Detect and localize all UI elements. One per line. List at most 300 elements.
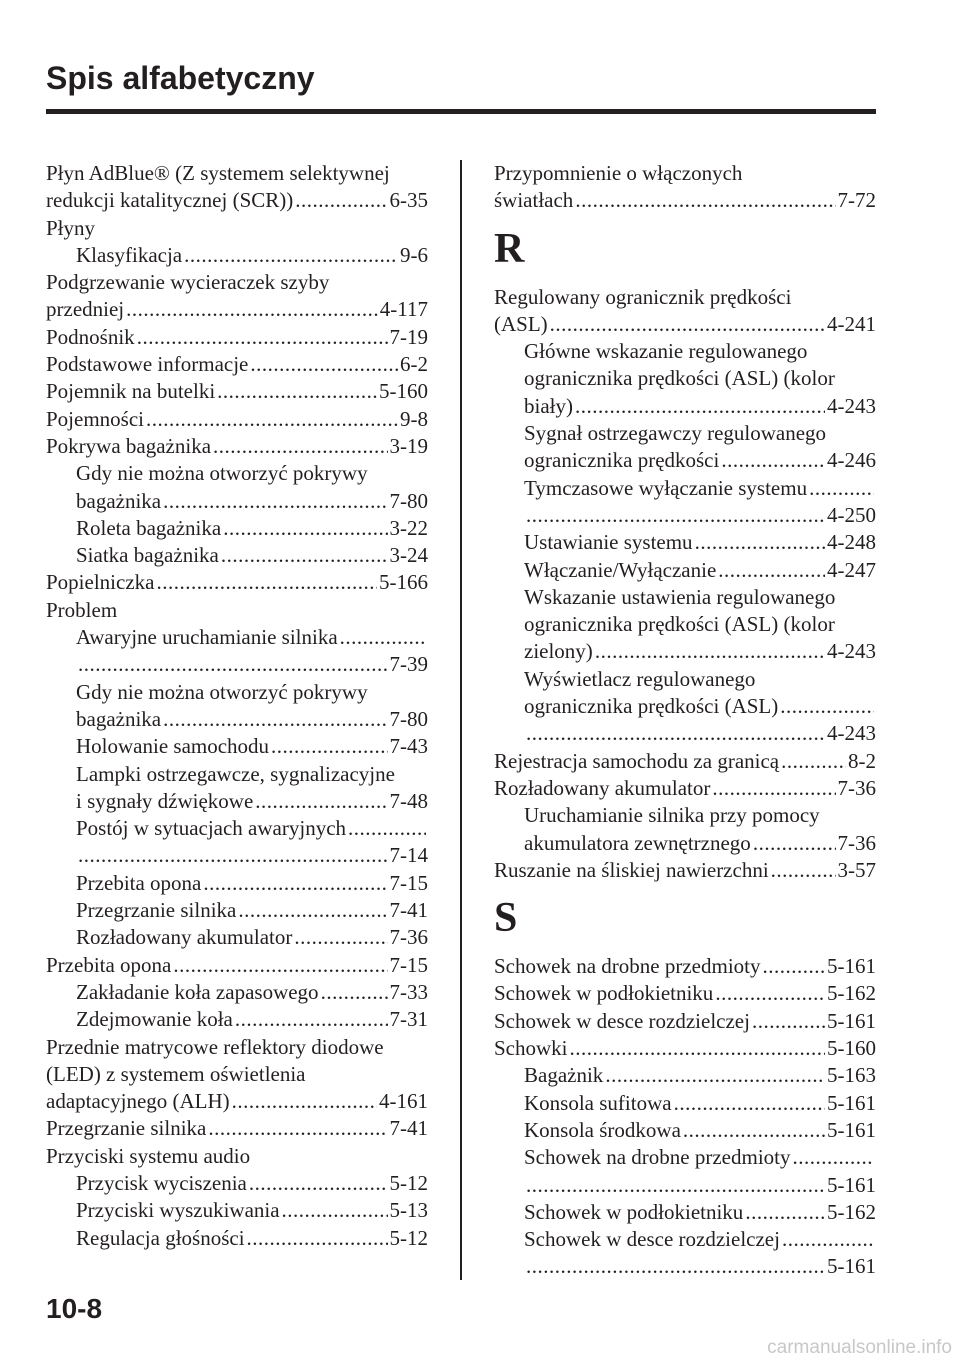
- index-subentry: [494, 1144, 876, 1199]
- index-entry: [494, 953, 876, 980]
- index-entry: [46, 378, 428, 405]
- page-reference-link[interactable]: 7-36: [389, 925, 428, 950]
- entry-line: [46, 597, 428, 624]
- index-subentry: [494, 802, 876, 857]
- index-entry: [494, 980, 876, 1007]
- index-subentry: [494, 666, 876, 748]
- page-reference-link[interactable]: 4-243: [827, 393, 876, 418]
- entry-text: Włączanie/Wyłączanie: [524, 557, 717, 582]
- entry-text: redukcji katalitycznej (SCR)): [46, 188, 294, 213]
- index-subentry: [46, 870, 428, 897]
- index-entry: [46, 433, 428, 460]
- index-subentry: [46, 542, 428, 569]
- entry-line: [524, 393, 876, 420]
- page-reference-link[interactable]: 7-36: [837, 775, 876, 800]
- page-reference-link[interactable]: 7-41: [389, 1116, 428, 1141]
- entry-line: [494, 160, 876, 187]
- index-subentry: [46, 924, 428, 951]
- entry-line: [524, 1226, 876, 1253]
- page-reference-link[interactable]: 5-161: [827, 1172, 876, 1197]
- entry-line: [46, 1061, 428, 1088]
- entry-line: [524, 1253, 876, 1280]
- entry-text: Klasyfikacja: [76, 242, 183, 267]
- entry-line: [46, 406, 428, 433]
- entry-text: Gdy nie można otworzyć pokrywy: [76, 461, 368, 486]
- entry-line: [46, 160, 428, 187]
- index-entry: [494, 160, 876, 215]
- page-reference-link[interactable]: 5-161: [827, 1254, 876, 1279]
- entry-line: [76, 515, 428, 542]
- entry-text: Rejestracja samochodu za granicą: [494, 748, 780, 773]
- dot-leader: [674, 1090, 825, 1117]
- dot-leader: [526, 502, 825, 529]
- entry-text: Schowek na drobne przedmioty: [524, 1145, 791, 1170]
- entry-text: Lampki ostrzegawcze, sygnalizacyjne: [76, 761, 395, 786]
- page-number: 10-8: [46, 1293, 103, 1324]
- dot-leader: [575, 393, 825, 420]
- page-reference-link[interactable]: 5-161: [827, 1117, 876, 1142]
- entry-text: Schowek na drobne przedmioty: [494, 954, 761, 979]
- entry-text: Siatka bagażnika: [76, 543, 219, 568]
- entry-text: Regulowany ogranicznik prędkości: [494, 284, 792, 309]
- entry-text: Ustawianie systemu: [524, 530, 693, 555]
- dot-leader: [156, 569, 377, 596]
- dot-leader: [781, 748, 846, 775]
- entry-line: [76, 842, 428, 869]
- index-subentry: [46, 460, 428, 515]
- page-reference-link[interactable]: 5-13: [389, 1198, 428, 1223]
- entry-line: [46, 1088, 428, 1115]
- index-entry: [46, 952, 428, 979]
- entry-text: Rozładowany akumulator: [76, 925, 293, 950]
- entry-text: Popielniczka: [46, 570, 155, 595]
- entry-line: [76, 788, 428, 815]
- index-subentry: [46, 733, 428, 760]
- index-subentry: [494, 338, 876, 420]
- page-reference-link[interactable]: 7-14: [389, 843, 428, 868]
- entry-text: Bagażnik: [524, 1063, 604, 1088]
- entry-text: Konsola środkowa: [524, 1117, 681, 1142]
- entry-line: [524, 420, 876, 447]
- entry-text: Schowek w desce rozdzielczej: [524, 1227, 780, 1252]
- entry-text: Pojemności: [46, 406, 144, 431]
- entry-text: Płyny: [46, 215, 96, 240]
- page-reference-link[interactable]: 5-162: [827, 1199, 876, 1224]
- page-reference-link[interactable]: 5-161: [827, 954, 876, 979]
- entry-text: Gdy nie można otworzyć pokrywy: [76, 679, 368, 704]
- entry-text: Przypomnienie o włączonych: [494, 161, 743, 185]
- dot-leader: [213, 433, 387, 460]
- page-reference-link[interactable]: 5-160: [827, 1036, 876, 1061]
- dot-leader: [526, 1253, 825, 1280]
- entry-text: Schowek w desce rozdzielczej: [494, 1008, 750, 1033]
- dot-leader: [782, 1226, 874, 1253]
- dot-leader: [126, 296, 378, 323]
- index-entry: [494, 1035, 876, 1062]
- dot-leader: [695, 529, 825, 556]
- page-reference-link[interactable]: 5-12: [389, 1170, 428, 1195]
- entry-text: Podnośnik: [46, 324, 135, 349]
- index-subentry: [494, 1090, 876, 1117]
- index-subentry: [494, 1062, 876, 1089]
- entry-text: Konsola sufitowa: [524, 1090, 672, 1115]
- entry-text: biały): [524, 393, 573, 418]
- index-column-left: [46, 160, 428, 1252]
- dot-leader: [605, 1062, 825, 1089]
- entry-line: [524, 1199, 876, 1226]
- page-reference-link[interactable]: 7-41: [389, 898, 428, 923]
- entry-line: [524, 365, 876, 392]
- index-subentry: [494, 584, 876, 666]
- page-reference-link[interactable]: 3-24: [389, 543, 428, 568]
- entry-line: [76, 761, 428, 788]
- entry-text: Pokrywa bagażnika: [46, 433, 212, 458]
- page-reference-link[interactable]: 7-31: [389, 1007, 428, 1032]
- column-divider: [460, 160, 462, 1280]
- index-subentry: [46, 515, 428, 542]
- dot-leader: [271, 733, 387, 760]
- dot-leader: [771, 857, 836, 884]
- entry-text: Awaryjne uruchamianie silnika: [76, 625, 338, 650]
- entry-line: [524, 802, 876, 829]
- entry-text: Pojemnik na butelki: [46, 379, 216, 404]
- entry-text: (ASL): [494, 311, 548, 336]
- entry-line: [524, 611, 876, 638]
- entry-line: [76, 897, 428, 924]
- entry-line: [76, 870, 428, 897]
- entry-line: [46, 433, 428, 460]
- page-reference-link[interactable]: 5-166: [379, 570, 428, 595]
- page-title: Spis alfabetyczny: [46, 60, 315, 96]
- dot-leader: [249, 1170, 388, 1197]
- entry-line: [524, 338, 876, 365]
- page-reference-link[interactable]: 5-12: [389, 1225, 428, 1250]
- index-subentry: [46, 624, 428, 679]
- index-entry: [46, 406, 428, 433]
- entry-line: [46, 569, 428, 596]
- page-reference-link[interactable]: 4-250: [827, 502, 876, 527]
- page-reference-link[interactable]: 7-48: [389, 788, 428, 813]
- entry-text: Problem: [46, 597, 118, 622]
- entry-line: [46, 269, 428, 296]
- index-subentry: [46, 815, 428, 870]
- dot-leader: [221, 542, 388, 569]
- dot-leader: [173, 952, 387, 979]
- entry-text: Rozładowany akumulator: [494, 775, 711, 800]
- page-reference-link[interactable]: 9-6: [400, 242, 428, 267]
- dot-leader: [235, 1006, 388, 1033]
- page-reference-link[interactable]: 7-80: [389, 706, 428, 731]
- entry-line: [494, 1035, 876, 1062]
- entry-line: [524, 529, 876, 556]
- dot-leader: [137, 324, 388, 351]
- dot-leader: [203, 870, 387, 897]
- page-reference-link[interactable]: 3-22: [389, 515, 428, 540]
- entry-line: [494, 980, 876, 1007]
- dot-leader: [238, 897, 387, 924]
- dot-leader: [321, 979, 388, 1006]
- entry-line: [524, 475, 876, 502]
- page-reference-link[interactable]: 9-8: [400, 406, 428, 431]
- dot-leader: [745, 1199, 825, 1226]
- index-entry: [46, 597, 428, 624]
- dot-leader: [217, 378, 377, 405]
- dot-leader: [809, 475, 874, 502]
- page-reference-link[interactable]: 5-160: [379, 379, 428, 404]
- dot-leader: [526, 1172, 825, 1199]
- entry-text: przedniej: [46, 297, 125, 322]
- entry-line: [524, 666, 876, 693]
- entry-text: Regulacja głośności: [76, 1225, 245, 1250]
- dot-leader: [526, 720, 825, 747]
- entry-line: [76, 679, 428, 706]
- entry-line: [46, 952, 428, 979]
- entry-line: [494, 1008, 876, 1035]
- page-reference-link[interactable]: 5-161: [827, 1008, 876, 1033]
- index-entry: [46, 569, 428, 596]
- index-column-right: [494, 160, 876, 1281]
- dot-leader: [348, 815, 426, 842]
- index-subentry: [494, 475, 876, 530]
- entry-line: [524, 638, 876, 665]
- page-reference-link[interactable]: 7-15: [389, 952, 428, 977]
- entry-line: [76, 706, 428, 733]
- entry-text: ogranicznika prędkości (ASL) (kolor: [524, 612, 835, 637]
- entry-line: [524, 1144, 876, 1171]
- entry-line: [76, 542, 428, 569]
- entry-text: Sygnał ostrzegawczy regulowanego: [524, 421, 827, 446]
- page-reference-link[interactable]: 5-162: [827, 981, 876, 1006]
- page-reference-link[interactable]: 5-163: [827, 1063, 876, 1088]
- entry-line: [76, 1170, 428, 1197]
- page-reference-link[interactable]: 7-15: [389, 870, 428, 895]
- entry-text: ogranicznika prędkości (ASL): [524, 694, 779, 719]
- entry-text: i sygnały dźwiękowe: [76, 788, 254, 813]
- index-entry: [46, 351, 428, 378]
- entry-text: Wyświetlacz regulowanego: [524, 666, 756, 691]
- index-entry: [46, 324, 428, 351]
- watermark: carmanualsonline.info: [767, 1337, 952, 1358]
- index-entry: [46, 215, 428, 242]
- entry-text: Zakładanie koła zapasowego: [76, 979, 319, 1004]
- dot-leader: [295, 187, 387, 214]
- entry-text: Tymczasowe wyłączanie systemu: [524, 475, 808, 500]
- index-entry: [494, 775, 876, 802]
- index-entry: [46, 1034, 428, 1116]
- dot-leader: [763, 953, 825, 980]
- page-reference-link[interactable]: 3-57: [837, 857, 876, 882]
- entry-text: Przyciski wyszukiwania: [76, 1198, 280, 1223]
- entry-text: światłach: [494, 188, 574, 213]
- page-reference-link[interactable]: 4-247: [827, 557, 876, 582]
- entry-text: Podgrzewanie wycieraczek szyby: [46, 270, 330, 295]
- dot-leader: [247, 1225, 388, 1252]
- index-subentry: [494, 1117, 876, 1144]
- entry-line: [494, 857, 876, 884]
- index-subentry: [46, 1006, 428, 1033]
- entry-text: Schowek w podłokietniku: [524, 1199, 744, 1224]
- dot-leader: [793, 1144, 874, 1171]
- entry-line: [46, 351, 428, 378]
- dot-leader: [550, 311, 825, 338]
- entry-text: Przyciski systemu audio: [46, 1143, 251, 1168]
- page-reference-link[interactable]: 7-43: [389, 734, 428, 759]
- entry-text: Roleta bagażnika: [76, 515, 222, 540]
- index-subentry: [46, 679, 428, 734]
- page-reference-link[interactable]: 6-2: [400, 352, 428, 377]
- index-entry: [46, 1143, 428, 1170]
- dot-leader: [163, 488, 387, 515]
- entry-line: [524, 1117, 876, 1144]
- page-reference-link[interactable]: 4-161: [379, 1089, 428, 1114]
- entry-line: [46, 1115, 428, 1142]
- index-entry: [46, 160, 428, 215]
- entry-line: [76, 733, 428, 760]
- dot-leader: [294, 924, 387, 951]
- page-reference-link[interactable]: 4-243: [827, 721, 876, 746]
- entry-text: Przednie matrycowe reflektory diodowe: [46, 1034, 384, 1059]
- page-reference-link[interactable]: 6-35: [389, 188, 428, 213]
- entry-line: [76, 815, 428, 842]
- index-subentry: [46, 1225, 428, 1252]
- entry-text: Zdejmowanie koła: [76, 1007, 233, 1032]
- entry-line: [46, 378, 428, 405]
- entry-text: Uruchamianie silnika przy pomocy: [524, 803, 820, 828]
- entry-text: ogranicznika prędkości (ASL) (kolor: [524, 366, 835, 391]
- entry-text: Przebita opona: [76, 870, 202, 895]
- index-entry: [494, 1008, 876, 1035]
- entry-line: [494, 953, 876, 980]
- dot-leader: [683, 1117, 825, 1144]
- entry-line: [76, 488, 428, 515]
- entry-line: [524, 693, 876, 720]
- index-subentry: [494, 529, 876, 556]
- page-reference-link[interactable]: 5-161: [827, 1090, 876, 1115]
- entry-line: [524, 1090, 876, 1117]
- entry-line: [524, 584, 876, 611]
- entry-line: [76, 924, 428, 951]
- dot-leader: [184, 242, 398, 269]
- entry-line: [76, 1197, 428, 1224]
- entry-line: [46, 324, 428, 351]
- dot-leader: [712, 775, 835, 802]
- index-subentry: [494, 557, 876, 584]
- entry-text: Przycisk wyciszenia: [76, 1170, 247, 1195]
- entry-line: [524, 557, 876, 584]
- entry-text: akumulatora zewnętrznego: [524, 830, 751, 855]
- entry-line: [494, 187, 876, 214]
- dot-leader: [718, 557, 825, 584]
- entry-line: [76, 979, 428, 1006]
- entry-line: [524, 830, 876, 857]
- entry-line: [76, 1006, 428, 1033]
- dot-leader: [721, 447, 825, 474]
- entry-line: [46, 187, 428, 214]
- entry-line: [46, 1143, 428, 1170]
- header-rule: [46, 109, 876, 114]
- entry-text: Schowki: [494, 1036, 568, 1061]
- page-reference-link[interactable]: 4-241: [827, 311, 876, 336]
- entry-text: Podstawowe informacje: [46, 352, 249, 377]
- dot-leader: [570, 1035, 826, 1062]
- index-entry: [494, 857, 876, 884]
- page-reference-link[interactable]: 7-19: [389, 324, 428, 349]
- dot-leader: [340, 624, 426, 651]
- entry-text: Schowek w podłokietniku: [494, 981, 714, 1006]
- index-subentry: [46, 242, 428, 269]
- entry-text: Przegrzanie silnika: [46, 1116, 207, 1141]
- entry-line: [494, 748, 876, 775]
- entry-text: Ruszanie na śliskiej nawierzchni: [494, 857, 769, 882]
- entry-line: [76, 460, 428, 487]
- page-reference-link[interactable]: 8-2: [848, 748, 876, 773]
- dot-leader: [146, 406, 398, 433]
- dot-leader: [752, 1008, 825, 1035]
- index-subentry: [494, 1199, 876, 1226]
- entry-text: bagażnika: [76, 706, 162, 731]
- page-reference-link[interactable]: 7-33: [389, 979, 428, 1004]
- page-reference-link[interactable]: 4-248: [827, 530, 876, 555]
- entry-text: Główne wskazanie regulowanego: [524, 339, 808, 364]
- dot-leader: [595, 638, 825, 665]
- entry-text: Płyn AdBlue® (Z systemem selektywnej: [46, 161, 390, 185]
- index-subentry: [46, 979, 428, 1006]
- page-reference-link[interactable]: 7-72: [837, 188, 876, 213]
- page-reference-link[interactable]: 7-39: [389, 652, 428, 677]
- dot-leader: [780, 693, 874, 720]
- page-reference-link[interactable]: 4-243: [827, 639, 876, 664]
- page-reference-link[interactable]: 4-246: [827, 448, 876, 473]
- dot-leader: [223, 515, 387, 542]
- section-letter: R: [494, 225, 525, 272]
- index-subentry: [46, 1197, 428, 1224]
- entry-text: Holowanie samochodu: [76, 734, 270, 759]
- entry-text: Postój w sytuacjach awaryjnych: [76, 816, 347, 841]
- entry-line: [76, 1225, 428, 1252]
- index-subentry: [494, 420, 876, 475]
- page-reference-link[interactable]: 7-80: [389, 488, 428, 513]
- dot-leader: [715, 980, 825, 1007]
- entry-line: [524, 720, 876, 747]
- entry-text: Przebita opona: [46, 952, 172, 977]
- dot-leader: [78, 651, 388, 678]
- page-reference-link[interactable]: 3-19: [389, 433, 428, 458]
- dot-leader: [250, 351, 398, 378]
- entry-line: [76, 651, 428, 678]
- entry-line: [524, 447, 876, 474]
- dot-leader: [753, 830, 836, 857]
- entry-line: [524, 1062, 876, 1089]
- index-entry: [494, 748, 876, 775]
- index-subentry: [46, 761, 428, 816]
- page-reference-link[interactable]: 4-117: [379, 297, 428, 322]
- entry-text: zielony): [524, 639, 593, 664]
- entry-text: (LED) z systemem oświetlenia: [46, 1061, 306, 1086]
- index-entry: [46, 1115, 428, 1142]
- index-subentry: [46, 1170, 428, 1197]
- dot-leader: [78, 842, 388, 869]
- entry-text: Wskazanie ustawienia regulowanego: [524, 584, 836, 609]
- page-reference-link[interactable]: 7-36: [837, 830, 876, 855]
- entry-line: [494, 284, 876, 311]
- entry-line: [46, 296, 428, 323]
- dot-leader: [208, 1115, 387, 1142]
- entry-line: [494, 775, 876, 802]
- entry-text: ogranicznika prędkości: [524, 448, 720, 473]
- dot-leader: [282, 1197, 388, 1224]
- dot-leader: [232, 1088, 377, 1115]
- entry-line: [494, 311, 876, 338]
